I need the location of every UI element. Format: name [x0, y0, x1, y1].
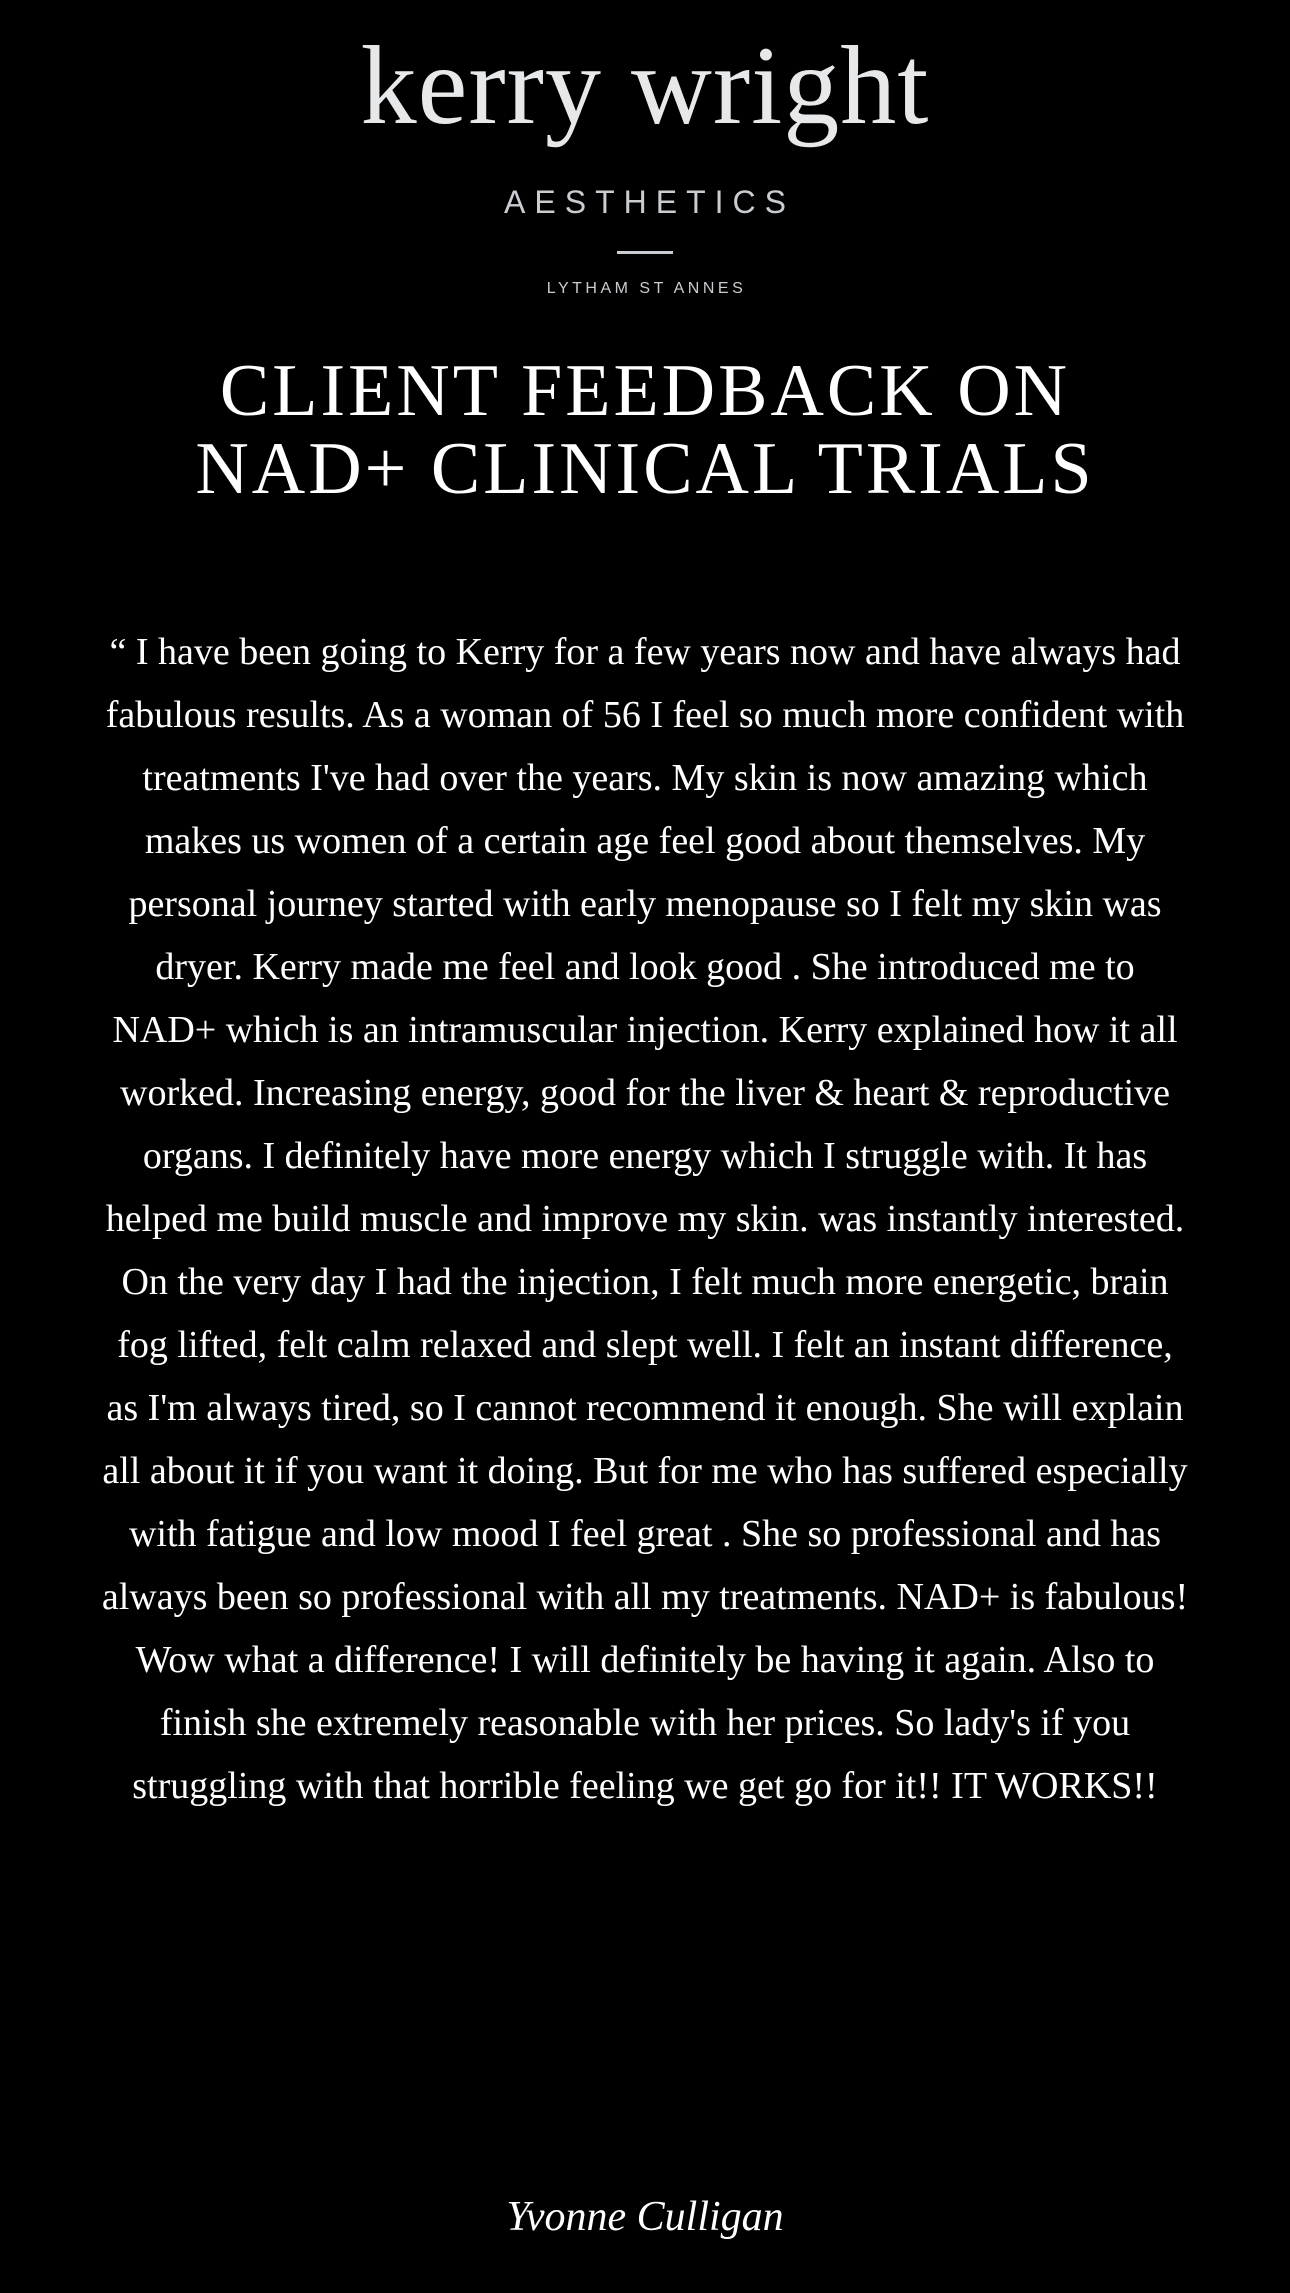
page-title-line-1: CLIENT FEEDBACK ON — [219, 350, 1071, 432]
page-title — [0, 352, 1290, 508]
brand-logo-subtitle: AESTHETICS — [504, 184, 795, 220]
testimonial-author: Yvonne Culligan — [506, 2194, 784, 2240]
brand-location: LYTHAM ST ANNES — [546, 280, 747, 297]
logo-divider — [617, 251, 673, 254]
brand-logo-name: kerry wright — [360, 24, 930, 148]
testimonial-quote: “ I have been going to Kerry for a few years now and have always had fabulous results. As a woman of 56 I feel so much more confident with treatments I've had over the years. My skin is now amazing which makes us women of a certain age feel good about themselves. My personal journey started with early menopause so I felt my skin was dryer. Kerry made me feel and look good . She introduced me to NAD+ which is an intramuscular injection. Kerry explained how it all worked. Increasing energy, good for the liver & heart & reproductive organs. I definitely have more energy which I struggle with. It has helped me build muscle and improve my skin. was instantly interested. On the very day I had the injection, I felt much more energetic, brain fog lifted, felt calm relaxed and slept well. I felt an instant difference, as I'm always tired, so I cannot recommend it enough. She will explain all about it if you want it doing. But for me who has suffered especially with fatigue and low mood I feel great . She so professional and has always been so professional with all my treatments. NAD+ is fabulous! Wow what a difference! I will definitely be having it again. Also to finish she extremely reasonable with her prices. So lady's if you struggling with that horrible feeling we get go for it!! IT WORKS!! — [101, 631, 1189, 1807]
page-title-line-2: NAD+ CLINICAL TRIALS — [195, 428, 1095, 510]
